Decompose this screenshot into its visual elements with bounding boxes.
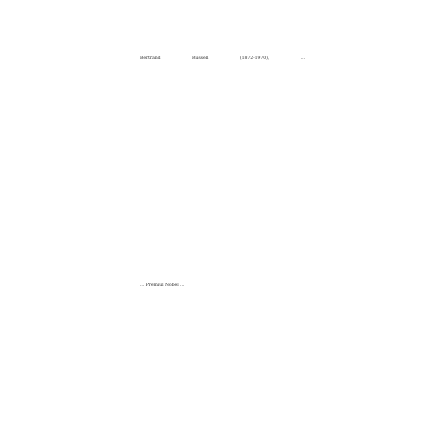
- body-paragraph: [140, 56, 305, 175]
- text-line: [140, 169, 305, 174]
- text-line: ... Premiul Nobel ...: [140, 282, 185, 288]
- text-line: Bertrand Russell (1872-1970), ...: [140, 56, 305, 61]
- body-paragraph: [140, 175, 305, 288]
- text-column: [140, 56, 305, 289]
